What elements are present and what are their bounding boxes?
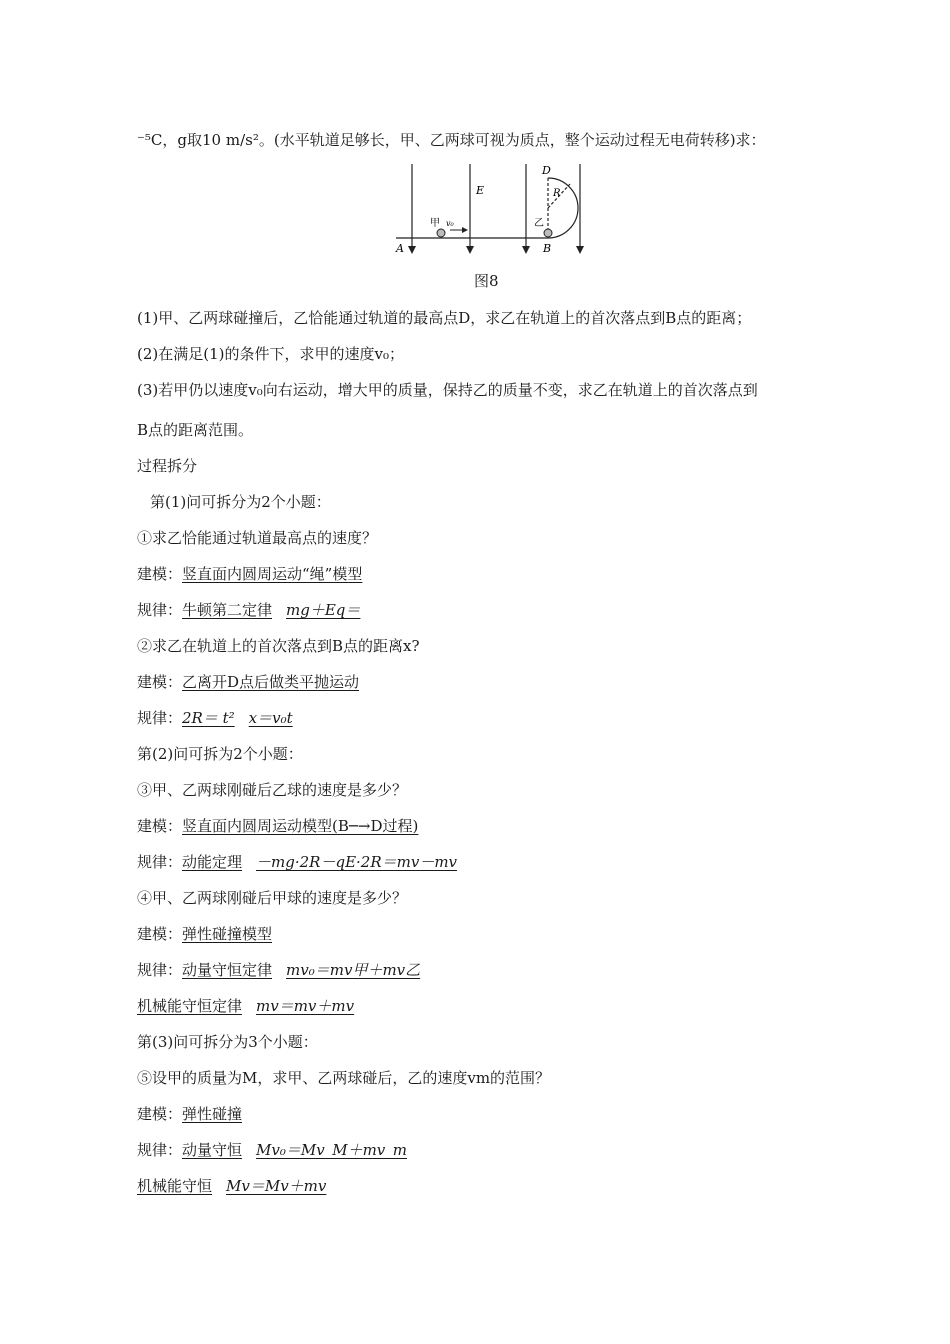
rule-5b: 机械能守恒 Mv＝Mv＋mv: [137, 1177, 327, 1195]
question-3: (3)若甲仍以速度v₀向右运动，增大甲的质量，保持乙的质量不变，求乙在轨道上的首次落点到: [137, 381, 758, 399]
section-heading: 过程拆分: [137, 457, 198, 475]
rule-3: 规律：动能定理 －mg·2R－qE·2R＝mv－mv: [137, 853, 458, 871]
model-3: 建模：竖直面内圆周运动模型(B─→D过程): [137, 817, 419, 835]
label-A: A: [396, 242, 404, 255]
label-D: D: [542, 164, 551, 177]
question-2: (2)在满足(1)的条件下，求甲的速度v₀；: [137, 345, 404, 363]
label-R: R: [553, 188, 561, 199]
rule-1: 规律：牛顿第二定律 mg＋Eq＝: [137, 601, 361, 619]
model-1: 建模：竖直面内圆周运动“绳”模型: [137, 565, 363, 583]
label-v0: v₀: [446, 219, 454, 228]
question-3-cont: B点的距离范围。: [137, 421, 254, 439]
intro-line: ⁻⁵C，g取10 m/s²。(水平轨道足够长，甲、乙两球可视为质点，整个运动过程无电荷转移)求：: [137, 131, 766, 149]
question-1: (1)甲、乙两球碰撞后，乙恰能通过轨道的最高点D，求乙在轨道上的首次落点到B点的距离；: [137, 309, 752, 327]
ball-jia: [437, 229, 445, 237]
rule-4: 规律：动量守恒定律 mv₀＝mv甲＋mv乙: [137, 961, 421, 979]
model-5: 建模：弹性碰撞: [137, 1105, 243, 1123]
label-E: E: [476, 184, 485, 197]
ball-yi: [544, 229, 552, 237]
model-4: 建模：弹性碰撞模型: [137, 925, 273, 943]
semicircle-track: [548, 178, 578, 238]
subq-4: ④甲、乙两球刚碰后甲球的速度是多少？: [137, 889, 408, 907]
label-B: B: [543, 242, 552, 255]
subq-2: ②求乙在轨道上的首次落点到B点的距离x?: [137, 637, 420, 655]
subq-5: ⑤设甲的质量为M，求甲、乙两球碰后，乙的速度vm的范围？: [137, 1069, 551, 1087]
label-yi: 乙: [534, 218, 544, 229]
figure-caption: 图8: [474, 272, 499, 290]
label-jia: 甲: [430, 218, 440, 229]
part2-intro: 第(2)问可拆为2个小题：: [137, 745, 303, 763]
rule-5: 规律：动量守恒 Mv₀＝Mv_M＋mv_m: [137, 1141, 407, 1159]
part3-intro: 第(3)问可拆分为3个小题：: [137, 1033, 318, 1051]
subq-3: ③甲、乙两球刚碰后乙球的速度是多少？: [137, 781, 408, 799]
part1-intro: 第(1)问可拆分为2个小题：: [150, 493, 331, 511]
rule-2: 规律：2R＝ t² x＝v₀t: [137, 709, 293, 727]
rule-4b: 机械能守恒定律 mv＝mv＋mv: [137, 997, 355, 1015]
model-2: 建模：乙离开D点后做类平抛运动: [137, 673, 360, 691]
subq-1: ①求乙恰能通过轨道最高点的速度？: [137, 529, 378, 547]
physics-diagram: [388, 160, 588, 260]
